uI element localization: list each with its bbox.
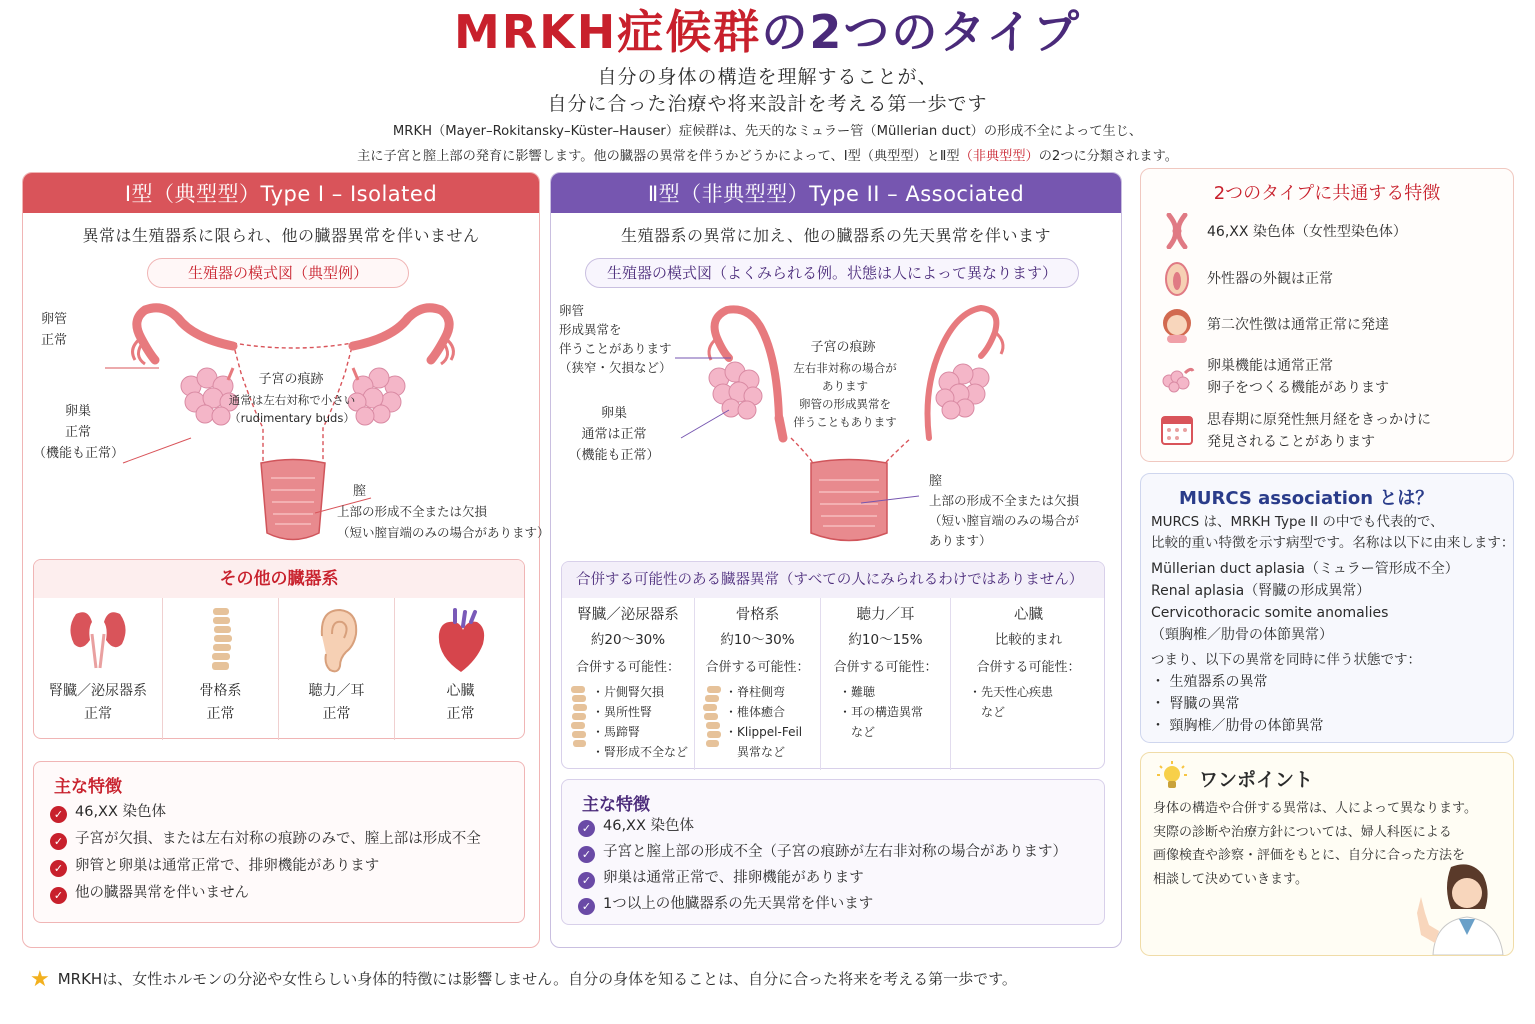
check-icon: ✓	[50, 833, 67, 850]
type2-ovary-label: 卵巣 通常は正常 （機能も正常）	[568, 406, 660, 463]
comorbid-heart	[950, 598, 1106, 770]
type2-feature-2-text: 子宮と膣上部の形成不全（子宮の痕跡が左右非対称の場合があります）	[603, 844, 1067, 860]
murcs-terms	[1151, 558, 1459, 646]
type2-panel	[550, 172, 1122, 948]
common-item-4: 卵巣機能は通常正常 卵子をつくる機能があります	[1207, 358, 1389, 396]
check-icon: ✓	[578, 846, 595, 863]
murcs-bullet: ・ 生殖器系の異常	[1151, 674, 1268, 690]
vulva-icon	[1159, 261, 1195, 297]
type1-feature-3-text: 卵管と卵巣は通常正常で、排卵機能があります	[75, 858, 380, 874]
woman-face-icon	[1159, 307, 1195, 343]
comorbid-kidney	[562, 598, 694, 770]
check-icon: ✓	[578, 820, 595, 837]
intro-line2a: 主に子宮と膣上部の発育に影響します。他の臓器の異常を伴うかどうかによって、Ⅰ型（典型型）とⅡ型	[357, 149, 960, 164]
onepoint-text: 身体の構造や合併する異常は、人によって異なります。 実際の診断や治療方針については、婦人科医による 画像検査や診察・評価をもとに、自分に合った方法を 相談して決めていきます。	[1153, 801, 1477, 887]
comorbid-ear-may: 合併する可能性：	[833, 660, 938, 675]
comorbid-item: ・馬蹄腎	[592, 725, 641, 739]
type1-uterus-desc: 通常は左右対称で小さい （rudimentary buds）	[228, 393, 356, 425]
page-title	[0, 4, 1535, 60]
comorbid-ear-name: 聴力／耳	[856, 607, 915, 623]
onepoint-panel	[1140, 752, 1514, 956]
comorbid-kidney-name: 腎臓／泌尿器系	[577, 607, 679, 623]
common-item-5: 思春期に原発性無月経をきっかけに 発見されることがあります	[1207, 412, 1431, 450]
heart-icon	[433, 606, 489, 676]
organ-heart-status: 正常	[446, 706, 475, 722]
murcs-term: Cervicothoracic somite anomalies	[1151, 605, 1389, 621]
kidney-icon	[68, 608, 128, 674]
murcs-bullet: ・ 腎臓の異常	[1151, 696, 1240, 712]
comorbid-heart-pct: 比較的まれ	[994, 632, 1063, 648]
type2-features	[561, 779, 1105, 925]
type1-feature-3	[50, 854, 379, 878]
chromosome-icon	[1159, 213, 1195, 249]
comorbid-item: ・異所性腎	[592, 705, 653, 719]
type2-feature-4	[578, 892, 873, 916]
common-item-1: 46,XX 染色体（女性型染色体）	[1207, 224, 1407, 240]
subtitle-line2: 自分に合った治療や将来設計を考える第一歩です	[547, 93, 988, 115]
common-features-panel	[1140, 168, 1514, 462]
doctor-illustration	[1411, 861, 1511, 955]
type1-panel	[22, 172, 550, 948]
type2-comorbid-box	[561, 561, 1105, 769]
lightbulb-icon	[1157, 761, 1187, 795]
type1-feature-2-text: 子宮が欠損、または左右対称の痕跡のみで、膣上部は形成不全	[75, 831, 481, 847]
comorbid-item: ・Klippel-Feil	[725, 725, 803, 739]
onepoint-title: ワンポイント	[1199, 769, 1314, 791]
organ-heart-name: 心臓	[446, 683, 475, 699]
title-part1: MRKH症候群	[453, 5, 762, 59]
murcs-title: MURCS association とは？	[1179, 488, 1434, 509]
intro-line2c: の2つに分類されます。	[1038, 149, 1178, 164]
right-ovary	[936, 364, 989, 419]
common-features-title: 2つのタイプに共通する特徴	[1213, 183, 1441, 204]
murcs-term: Renal aplasia（腎臓の形成異常）	[1151, 583, 1371, 599]
type1-tube-label: 卵管 正常	[41, 312, 68, 348]
organ-skeleton-name: 骨格系	[199, 683, 242, 699]
type1-vagina-title: 膣	[353, 484, 367, 499]
check-icon: ✓	[578, 872, 595, 889]
type2-diagram-title: 生殖器の模式図（よくみられる例。状態は人によって異なります）	[585, 258, 1079, 288]
check-icon: ✓	[50, 806, 67, 823]
comorbid-kidney-may: 合併する可能性：	[575, 660, 680, 675]
intro-line1: MRKH（Mayer–Rokitansky–Küster–Hauser）症候群は、先天的なミュラー管（Müllerian duct）の形成不全によって生じ、	[392, 124, 1143, 139]
intro-line2b: （非典型型）	[959, 149, 1039, 164]
type1-organs-title: その他の臓器系	[34, 560, 524, 598]
ovary-icon	[1159, 361, 1195, 397]
ear-icon	[312, 606, 362, 676]
type2-vagina-desc: 上部の形成不全または欠損 （短い膣盲端のみの場合が あります）	[929, 493, 1080, 548]
type2-uterus-desc: 左右非対称の場合が あります 卵管の形成異常を 伴うこともあります	[793, 361, 897, 429]
comorbid-skeleton-items	[725, 682, 802, 762]
comorbid-item: 異常など	[725, 745, 786, 759]
comorbid-heart-name: 心臓	[1014, 607, 1043, 623]
murcs-bullet: ・ 頸胸椎／肋骨の体節異常	[1151, 718, 1324, 734]
type1-features-title: 主な特徴	[54, 777, 122, 797]
murcs-summary: つまり、以下の異常を同時に伴う状態です：	[1151, 652, 1421, 668]
type2-feature-2	[578, 840, 1067, 864]
comorbid-heart-may: 合併する可能性：	[976, 660, 1081, 675]
organ-ear-status: 正常	[322, 706, 351, 722]
type1-uterus-title: 子宮の痕跡	[258, 372, 324, 387]
subtitle-line1: 自分の身体の構造を理解することが、	[597, 66, 938, 88]
star-icon: ★	[30, 967, 50, 992]
murcs-term: （頸胸椎／肋骨の体節異常）	[1151, 627, 1333, 643]
comorbid-item: ・先天性心疾患	[969, 685, 1054, 699]
type2-tube-label: 卵管 形成異常を 伴うことがあります （狭窄・欠損など）	[559, 303, 672, 375]
type1-feature-4-text: 他の臓器異常を伴いません	[75, 885, 249, 901]
organ-kidney-status: 正常	[84, 706, 112, 722]
type2-header: Ⅱ型（非典型型）Type II – Associated	[551, 173, 1121, 213]
organ-kidney-name: 腎臓／泌尿器系	[49, 683, 147, 699]
common-item-2: 外性器の外観は正常	[1207, 271, 1333, 287]
type1-features	[33, 761, 525, 923]
common-item-3: 第二次性徴は通常正常に発達	[1207, 317, 1389, 333]
left-ovary	[709, 362, 762, 419]
spine-icon	[568, 684, 590, 754]
comorbid-item: ・椎体癒合	[725, 705, 786, 719]
type2-vagina-title: 膣	[929, 474, 943, 489]
footer-text: MRKHは、女性ホルモンの分泌や女性らしい身体的特徴には影響しません。自分の身体を知ることは、自分に合った将来を考える第一歩です。	[57, 970, 1017, 988]
organ-kidney	[34, 598, 162, 740]
check-icon: ✓	[50, 860, 67, 877]
calendar-icon	[1159, 411, 1195, 447]
type2-feature-1-text: 46,XX 染色体	[603, 818, 695, 834]
type2-feature-3-text: 卵巣は通常正常で、排卵機能があります	[603, 870, 864, 886]
murcs-bullets	[1151, 671, 1323, 737]
murcs-intro: MURCS は、MRKH Type II の中でも代表的で、 比較的重い特徴を示す病型です。名称は以下に由来します：	[1151, 514, 1515, 551]
organ-skeleton	[162, 598, 278, 740]
comorbid-heart-items	[969, 682, 1053, 722]
comorbid-skeleton-pct: 約10〜30%	[720, 632, 795, 648]
comorbid-skeleton-may: 合併する可能性：	[705, 660, 810, 675]
check-icon: ✓	[578, 898, 595, 915]
type2-features-title: 主な特徴	[582, 795, 650, 815]
type2-uterus-title: 子宮の痕跡	[810, 340, 876, 355]
organ-skeleton-status: 正常	[206, 706, 235, 722]
spine-icon	[201, 606, 241, 676]
comorbid-item: など	[839, 725, 876, 739]
footer-note	[30, 966, 1330, 993]
organ-heart	[394, 598, 526, 740]
comorbid-ear-items	[839, 682, 923, 742]
murcs-term: Müllerian duct aplasia（ミュラー管形成不全）	[1151, 561, 1459, 577]
type1-diagram-title: 生殖器の模式図（典型例）	[147, 258, 409, 288]
type1-lead: 異常は生殖器系に限られ、他の臓器異常を伴いません	[82, 226, 480, 245]
type2-comorbid-title: 合併する可能性のある臓器異常（すべての人にみられるわけではありません）	[562, 562, 1104, 598]
murcs-panel	[1140, 473, 1514, 743]
comorbid-skeleton	[694, 598, 820, 770]
type1-header: Ⅰ型（典型型）Type I – Isolated	[23, 173, 539, 213]
comorbid-item: ・脊柱側弯	[725, 685, 786, 699]
comorbid-item: など	[969, 705, 1006, 719]
comorbid-skeleton-name: 骨格系	[735, 607, 780, 623]
type2-feature-1	[578, 814, 694, 838]
spine-icon	[701, 684, 723, 754]
type1-feature-4	[50, 881, 249, 905]
title-part2: の2つのタイプ	[761, 5, 1082, 59]
type1-ovary-label: 卵巣 正常 （機能も正常）	[33, 404, 125, 461]
comorbid-ear-pct: 約10〜15%	[848, 632, 923, 648]
type2-feature-3	[578, 866, 864, 890]
organ-ear	[278, 598, 394, 740]
comorbid-item: ・片側腎欠損	[592, 685, 665, 699]
comorbid-ear	[820, 598, 950, 770]
intro-line2	[0, 145, 1535, 164]
type2-feature-4-text: 1つ以上の他臓器系の先天異常を伴います	[603, 896, 874, 912]
type1-organs-box	[33, 559, 525, 739]
type1-feature-1	[50, 800, 166, 824]
type1-vagina-desc: 上部の形成不全または欠損 （短い膣盲端のみの場合があります）	[337, 504, 550, 540]
comorbid-item: ・腎形成不全など	[592, 745, 689, 759]
comorbid-item: ・耳の構造異常	[839, 705, 924, 719]
comorbid-kidney-pct: 約20〜30%	[590, 632, 666, 648]
check-icon: ✓	[50, 887, 67, 904]
organ-ear-name: 聴力／耳	[308, 683, 365, 699]
comorbid-kidney-items	[592, 682, 688, 762]
type1-feature-1-text: 46,XX 染色体	[75, 804, 167, 820]
type2-lead: 生殖器系の異常に加え、他の臓器系の先天異常を伴います	[621, 226, 1051, 245]
type1-feature-2	[50, 827, 481, 851]
comorbid-item: ・難聴	[839, 685, 876, 699]
